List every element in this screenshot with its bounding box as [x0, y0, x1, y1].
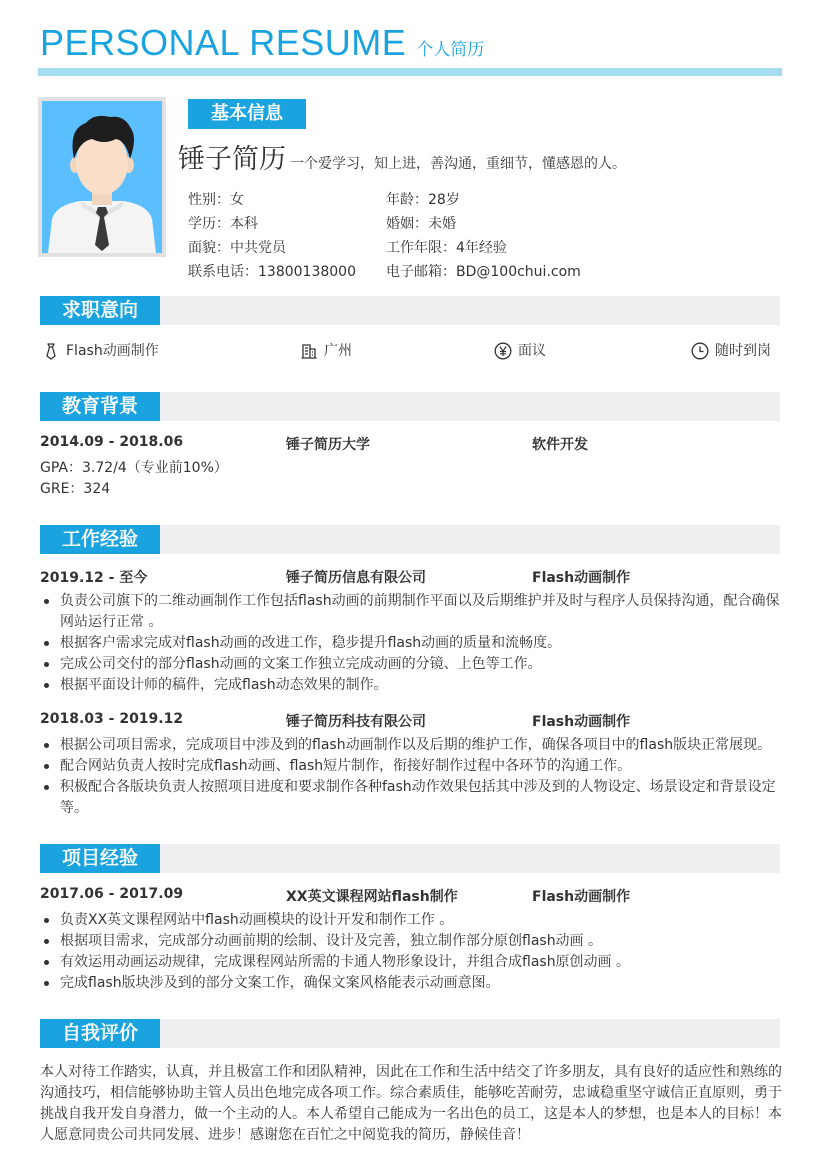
clock-icon	[691, 342, 709, 360]
work-position: Flash动画制作	[532, 714, 631, 730]
list-item: 根据项目需求，完成部分动画前期的绘制、设计及完善，独立制作部分原创flash动画 。	[40, 931, 780, 952]
project-bullets	[40, 910, 780, 994]
candidate-name: 锤子简历	[178, 144, 286, 175]
list-item: 根据公司项目需求，完成项目中涉及到的flash动画制作以及后期的维护工作，确保各项目中的flash版块正常展现。	[40, 735, 780, 756]
title-cn: 个人简历	[416, 40, 485, 60]
project-name: XX英文课程网站flash制作	[286, 889, 458, 905]
list-item: 根据平面设计师的稿件，完成flash动态效果的制作。	[40, 675, 780, 696]
education-school: 锤子简历大学	[286, 437, 370, 453]
candidate-slogan: 一个爱学习，知上进，善沟通，重细节，懂感恩的人。	[290, 156, 626, 172]
basic-info-label: 基本信息	[188, 99, 306, 129]
list-item: 积极配合各版块负责人按照项目进度和要求制作各种fash动作效果包括其中涉及到的人物设定、场景设定和背景设定等。	[40, 777, 780, 819]
education-gre: GRE：324	[40, 481, 111, 497]
list-item: 负责XX英文课程网站中flash动画模块的设计开发和制作工作 。	[40, 910, 780, 931]
project-row	[40, 886, 780, 906]
work-row-2	[40, 711, 780, 731]
info-phone: 联系电话：13800138000	[188, 264, 356, 280]
self-eval-text: 本人对待工作踏实，认真，并且极富工作和团队精神，因此在工作和生活中结交了许多朋友，具有良好的适应性和熟练的沟通技巧，相信能够协助主管人员出色地完成各项工作。综合素质佳，能够吃苦耐劳，忠诚稳重坚守诚信正直原则，勇于挑战自我开发自身潜力，做一个主动的人。本人希望自己能成为一名出色的员工，这是本人的梦想，也是本人的目标！本人愿意同贵公司共同发展、进步！感谢您在百忙之中阅览我的简历，静候佳音！	[40, 1064, 782, 1143]
list-item: 根据客户需求完成对flash动画的改进工作，稳步提升flash动画的质量和流畅度。	[40, 633, 780, 654]
building-icon	[300, 342, 318, 360]
work-2-bullets	[40, 735, 780, 819]
avatar-illustration-icon	[42, 101, 162, 253]
list-item: 完成flash版块涉及到的部分文案工作，确保文案风格能表示动画意图。	[40, 973, 780, 994]
section-title: 教育背景	[40, 392, 160, 421]
education-gpa: GPA：3.72/4（专业前10%）	[40, 460, 228, 476]
work-date: 2018.03 - 2019.12	[40, 711, 184, 727]
info-political: 面貌：中共党员	[188, 240, 286, 256]
list-item: 配合网站负责人按时完成flash动画、flash短片制作，衔接好制作过程中各环节的沟通工作。	[40, 756, 780, 777]
project-role: Flash动画制作	[532, 889, 631, 905]
education-date: 2014.09 - 2018.06	[40, 434, 184, 450]
work-position: Flash动画制作	[532, 570, 631, 586]
work-1-bullets	[40, 591, 780, 696]
work-company: 锤子简历信息有限公司	[286, 570, 426, 586]
resume-header	[40, 22, 484, 64]
avatar	[38, 97, 166, 257]
section-self-eval	[40, 1019, 780, 1048]
intent-availability: 随时到岗	[691, 340, 771, 362]
info-marital: 婚姻：未婚	[386, 216, 456, 232]
section-title: 求职意向	[40, 296, 160, 325]
work-date: 2019.12 - 至今	[40, 570, 148, 586]
section-education	[40, 392, 780, 421]
yen-icon	[494, 342, 512, 360]
section-title: 自我评价	[40, 1019, 160, 1048]
tie-icon	[42, 342, 60, 360]
intent-salary: 面议	[494, 340, 546, 362]
section-title: 工作经验	[40, 525, 160, 554]
list-item: 完成公司交付的部分flash动画的文案工作独立完成动画的分镜、上色等工作。	[40, 654, 780, 675]
list-item: 负责公司旗下的二维动画制作工作包括flash动画的前期制作平面以及后期维护并及时与程序人员保持沟通，配合确保网站运行正常 。	[40, 591, 780, 633]
project-date: 2017.06 - 2017.09	[40, 886, 184, 902]
title-en: PERSONAL RESUME	[40, 22, 407, 63]
section-project	[40, 844, 780, 873]
work-company: 锤子简历科技有限公司	[286, 714, 426, 730]
info-email: 电子邮箱：BD@100chui.com	[386, 264, 581, 280]
work-row-1	[40, 567, 780, 587]
info-gender: 性别：女	[188, 192, 244, 208]
job-intent-row	[42, 340, 782, 362]
info-age: 年龄：28岁	[386, 192, 460, 208]
name-line	[178, 137, 626, 176]
education-major: 软件开发	[532, 437, 588, 453]
section-job-intent	[40, 296, 780, 325]
header-divider	[38, 68, 782, 76]
section-title: 项目经验	[40, 844, 160, 873]
list-item: 有效运用动画运动规律，完成课程网站所需的卡通人物形象设计，并组合成flash原创动画 。	[40, 952, 780, 973]
section-work	[40, 525, 780, 554]
intent-position: Flash动画制作	[42, 340, 159, 362]
info-work-years: 工作年限：4年经验	[386, 240, 507, 256]
education-row	[40, 434, 780, 454]
info-education: 学历：本科	[188, 216, 258, 232]
intent-city: 广州	[300, 340, 352, 362]
basic-info-grid	[188, 190, 608, 283]
